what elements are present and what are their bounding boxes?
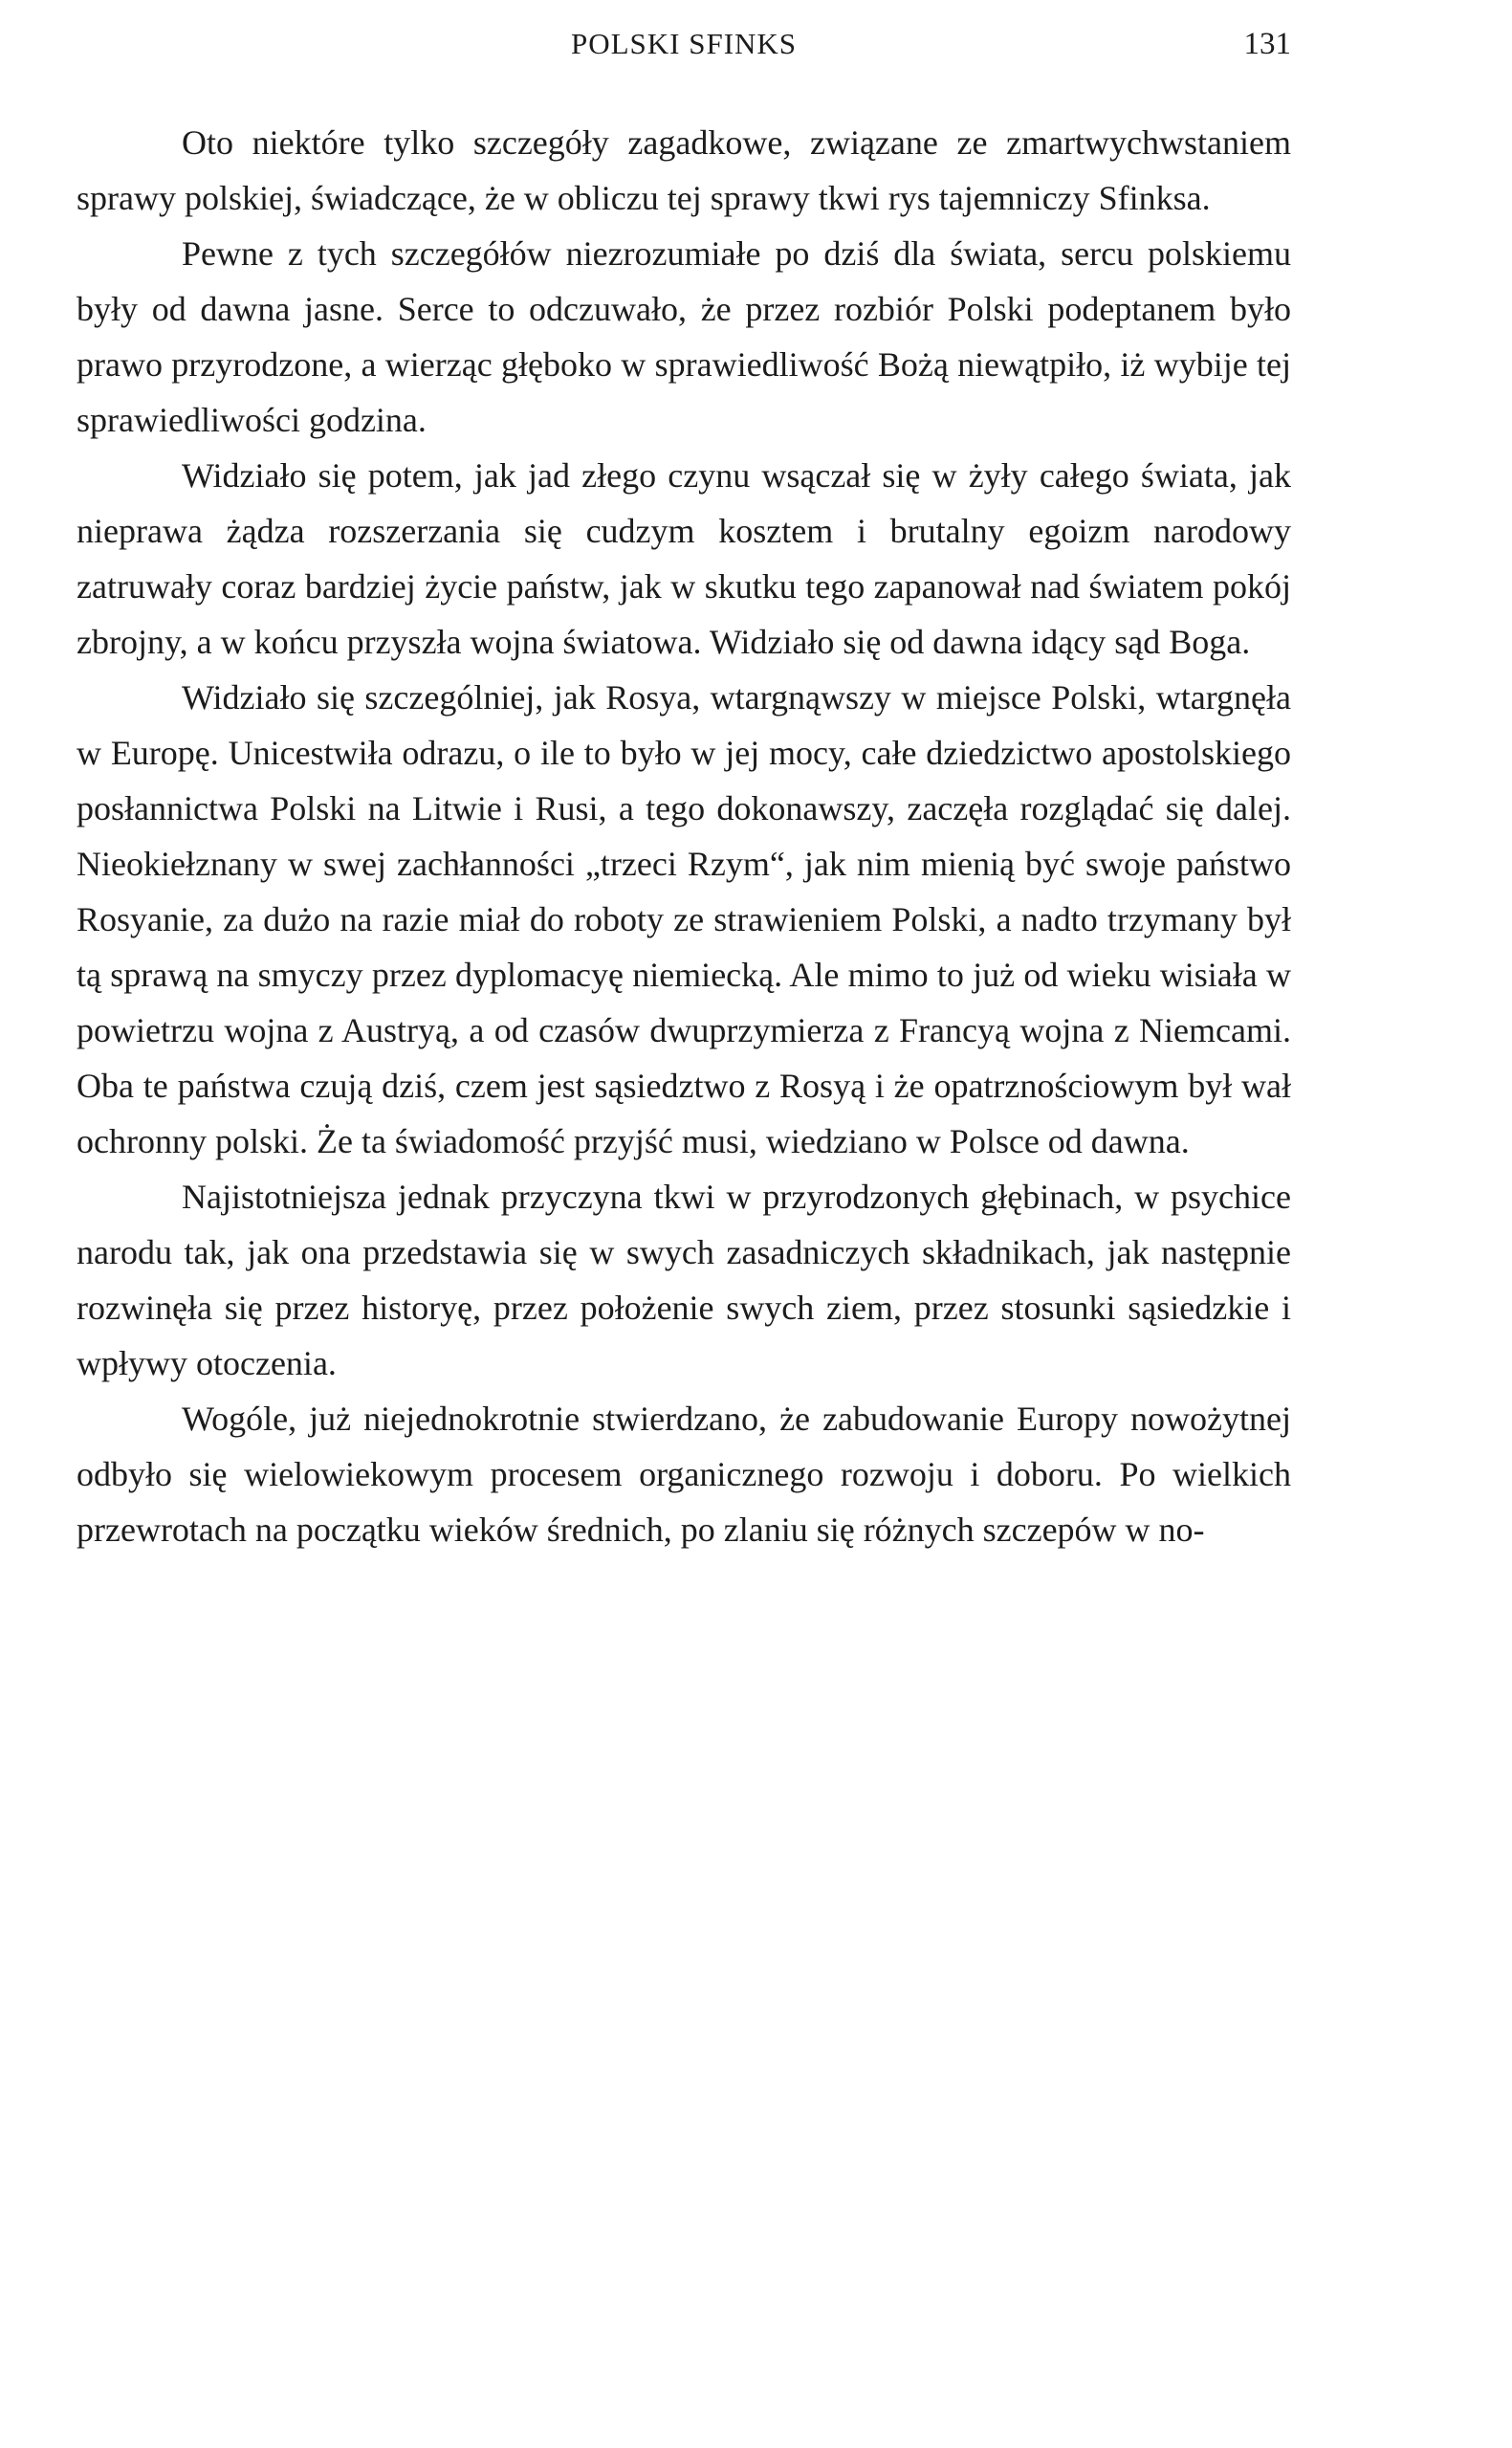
running-head <box>77 27 1291 75</box>
paragraph: Najistotniejsza jednak przyczyna tkwi w przyrodzonych głębinach, w psychice narodu tak, jak ona przedstawia się w swych zasadniczych składnikach, jak następnie rozwinęła się przez historyę, przez położenie swych ziem, przez stosunki sąsiedzkie i wpływy otoczenia. <box>77 1178 1291 1382</box>
paragraph: Pewne z tych szczegółów niezrozumiałe po dziś dla świata, sercu polskiemu były od dawna jasne. Serce to odczuwało, że przez rozbiór Polski podeptanem było prawo przyrodzone, a wierząc głęboko w sprawiedliwość Bożą niewątpiło, iż wybije tej sprawiedliwości godzina. <box>77 234 1291 439</box>
paragraph: Wogóle, już niejednokrotnie stwierdzano, że zabudowanie Europy nowożytnej odbyło się wielowiekowym procesem organicznego rozwoju i doboru. Po wielkich przewrotach na początku wieków średnich, po zlaniu się różnych szczepów w no- <box>77 1400 1291 1549</box>
page-number: 131 <box>1243 27 1291 61</box>
running-title: POLSKI SFINKS <box>570 27 798 60</box>
paragraph: Widziało się szczególniej, jak Rosya, wtargnąwszy w miejsce Polski, wtargnęła w Europę. Unicestwiła odrazu, o ile to było w jej mocy, całe dziedzictwo apostolskiego posłannictwa Polski na Litwie i Rusi, a tego dokonawszy, zaczęła rozglądać się dalej. Nieokiełznany w swej zachłanności „trzeci Rzym“, jak nim mienią być swoje państwo Rosyanie, za dużo na razie miał do roboty ze strawieniem Polski, a nadto trzymany był tą sprawą na smyczy przez dyplomacyę niemiecką. Ale mimo to już od wieku wisiała w powietrzu wojna z Austryą, a od czasów dwuprzymierza z Francyą wojna z Niemcami. Oba te państwa czują dziś, czem jest sąsiedztwo z Rosyą i że opatrznościowym był wał ochronny polski. Że ta świadomość przyjść musi, wiedziano w Polsce od dawna. <box>77 678 1291 1160</box>
paragraph: Oto niektóre tylko szczegóły zagadkowe, związane ze zmartwychwstaniem sprawy polskiej, świadczące, że w obliczu tej sprawy tkwi rys tajemniczy Sfinksa. <box>77 123 1291 217</box>
body-text <box>77 115 1291 1557</box>
paragraph: Widziało się potem, jak jad złego czynu wsączał się w żyły całego świata, jak nieprawa żądza rozszerzania się cudzym kosztem i brutalny egoizm narodowy zatruwały coraz bardziej życie państw, jak w skutku tego zapanował nad światem pokój zbrojny, a w końcu przyszła wojna światowa. Widziało się od dawna idący sąd Boga. <box>77 456 1291 661</box>
